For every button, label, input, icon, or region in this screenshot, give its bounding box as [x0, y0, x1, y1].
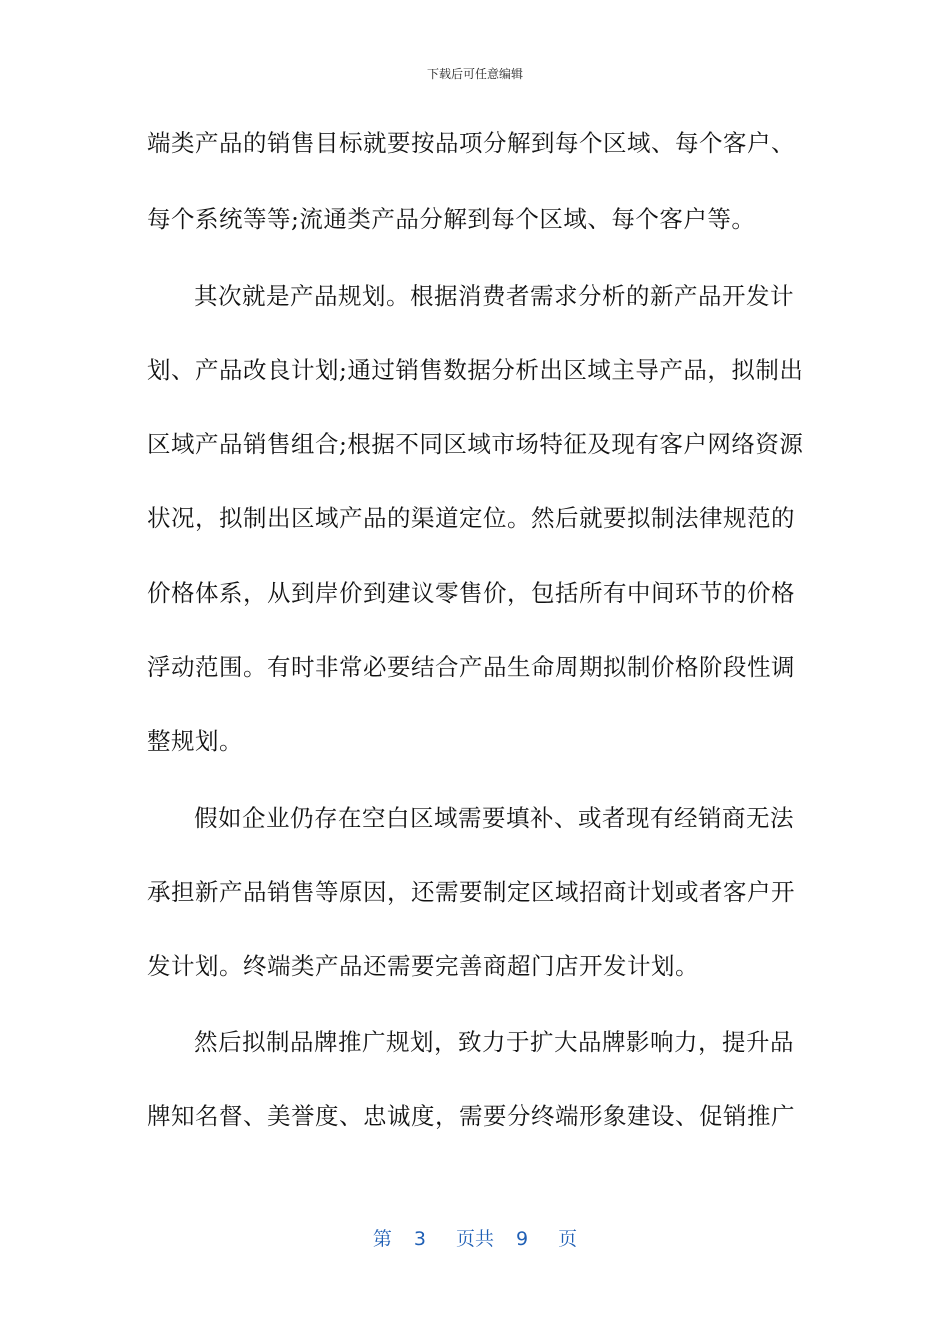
footer-page-number: 3 — [413, 1228, 426, 1250]
text-line: 划、产品改良计划;通过销售数据分析出区域主导产品，拟制出 — [147, 356, 804, 384]
text-line: 端类产品的销售目标就要按品项分解到每个区域、每个客户、 — [147, 129, 795, 157]
text-line: 状况，拟制出区域产品的渠道定位。然后就要拟制法律规范的 — [147, 504, 795, 532]
paragraph-start: 其次就是产品规划。根据消费者需求分析的新产品开发计 — [194, 282, 794, 310]
paragraph-start: 假如企业仍存在空白区域需要填补、或者现有经销商无法 — [194, 804, 794, 832]
text-line: 整规划。 — [147, 727, 243, 755]
text-line: 区域产品销售组合;根据不同区域市场特征及现有客户网络资源 — [147, 430, 804, 458]
page-header: 下载后可任意编辑 — [426, 67, 523, 81]
footer-prefix: 第 — [372, 1228, 392, 1250]
text-line: 承担新产品销售等原因，还需要制定区域招商计划或者客户开 — [147, 878, 795, 906]
text-line: 牌知名督、美誉度、忠诚度，需要分终端形象建设、促销推广 — [147, 1102, 795, 1130]
text-line: 价格体系，从到岸价到建议零售价，包括所有中间环节的价格 — [147, 579, 795, 607]
footer-middle: 页共 — [455, 1228, 494, 1250]
paragraph-start: 然后拟制品牌推广规划，致力于扩大品牌影响力，提升品 — [194, 1028, 794, 1056]
footer-total-pages: 9 — [516, 1228, 529, 1250]
page-footer — [0, 1226, 950, 1252]
footer-suffix: 页 — [558, 1228, 578, 1250]
text-line: 发计划。终端类产品还需要完善商超门店开发计划。 — [147, 952, 699, 980]
text-line: 每个系统等等;流通类产品分解到每个区域、每个客户等。 — [147, 205, 756, 233]
text-line: 浮动范围。有时非常必要结合产品生命周期拟制价格阶段性调 — [147, 653, 795, 681]
